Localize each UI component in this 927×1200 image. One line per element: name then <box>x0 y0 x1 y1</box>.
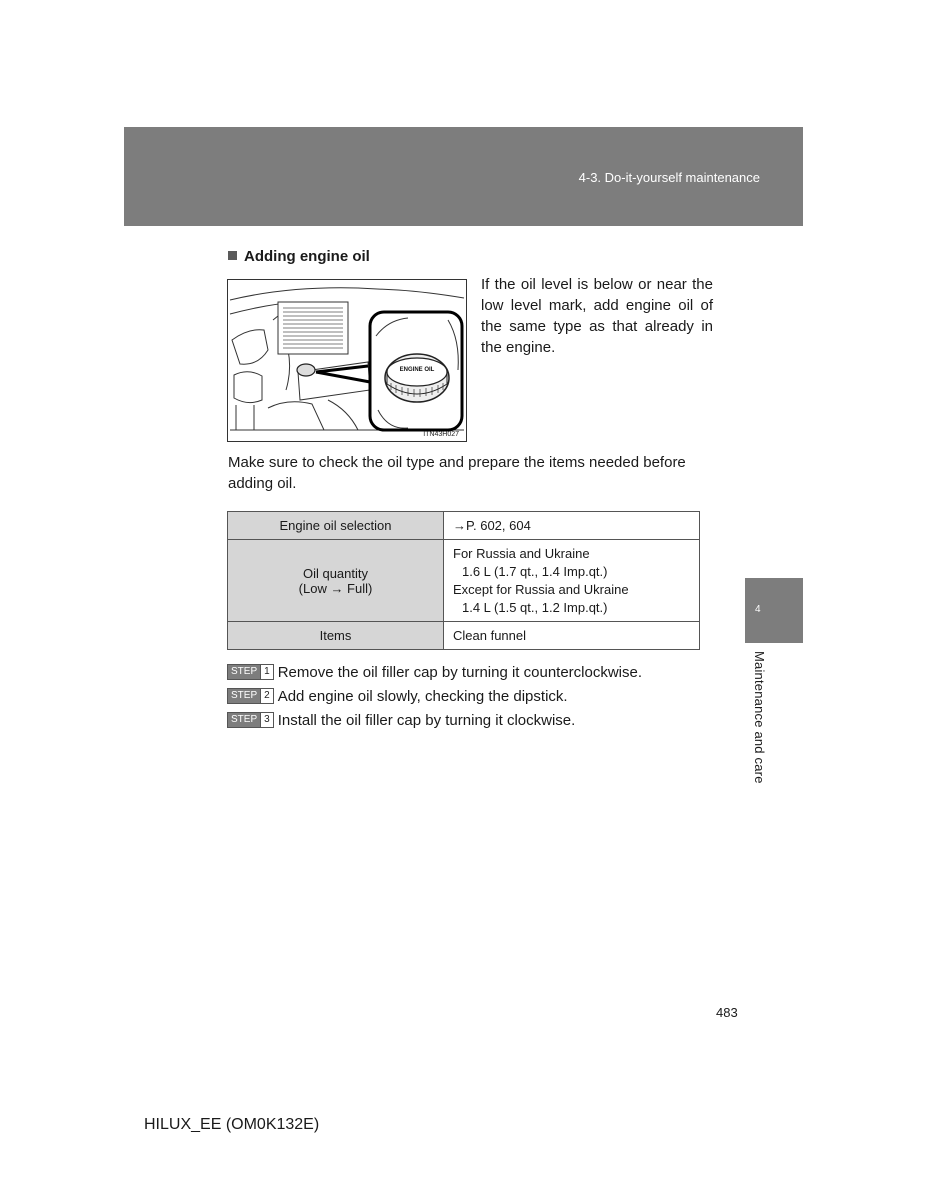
step-item <box>227 660 642 684</box>
row-label: Items <box>228 622 444 650</box>
oil-spec-table <box>227 511 700 650</box>
table-row <box>228 512 700 540</box>
step-text: Install the oil filler cap by turning it clockwise. <box>277 711 576 729</box>
step-item <box>227 684 642 708</box>
step-text: Remove the oil filler cap by turning it counterclockwise. <box>277 663 643 681</box>
value-line: 1.6 L (1.7 qt., 1.4 Imp.qt.) <box>462 563 608 579</box>
chapter-number: 4 <box>755 604 761 615</box>
step-text: Add engine oil slowly, checking the dipstick. <box>277 687 568 705</box>
section-title: 4-3. Do-it-yourself maintenance <box>578 170 760 185</box>
value-line: 1.4 L (1.5 qt., 1.2 Imp.qt.) <box>462 599 608 615</box>
row-value: Clean funnel <box>444 622 700 650</box>
engine-illustration <box>227 279 467 442</box>
step-word: STEP <box>228 713 260 727</box>
step-number: 3 <box>260 713 273 727</box>
square-bullet-icon <box>228 251 237 260</box>
row-value <box>444 512 700 540</box>
section-heading <box>228 248 370 265</box>
row-label-line: (Low → Full) <box>298 580 373 596</box>
value-line: Except for Russia and Ukraine <box>453 581 629 597</box>
step-word: STEP <box>228 689 260 703</box>
step-badge <box>227 664 274 680</box>
row-label: Engine oil selection <box>228 512 444 540</box>
row-label <box>228 540 444 622</box>
chapter-label: Maintenance and care <box>752 651 767 784</box>
step-item <box>227 708 642 732</box>
cap-label-layer <box>228 280 466 441</box>
row-label-line: Oil quantity <box>302 565 369 581</box>
header-band <box>124 127 803 226</box>
cap-label: ENGINE OIL <box>399 367 435 373</box>
chapter-tab[interactable] <box>745 578 803 643</box>
step-word: STEP <box>228 665 260 679</box>
footer-model-code: HILUX_EE (OM0K132E) <box>144 1116 320 1133</box>
steps-list <box>227 660 642 732</box>
figure-code: ITN43H027 <box>423 431 459 438</box>
page-reference-link[interactable]: →P. 602, 604 <box>453 518 531 533</box>
step-number: 1 <box>260 665 273 679</box>
step-badge <box>227 688 274 704</box>
page-number: 483 <box>716 1005 738 1020</box>
heading-text: Adding engine oil <box>244 248 370 265</box>
value-line: For Russia and Ukraine <box>453 545 590 561</box>
step-number: 2 <box>260 689 273 703</box>
table-row <box>228 540 700 622</box>
row-value <box>444 540 700 622</box>
table-row <box>228 622 700 650</box>
intro-text: If the oil level is below or near the low level mark, add engine oil of the same type as that already in the engine. <box>481 276 713 356</box>
step-badge <box>227 712 274 728</box>
note-text: Make sure to check the oil type and prepare the items needed before adding oil. <box>228 454 686 492</box>
